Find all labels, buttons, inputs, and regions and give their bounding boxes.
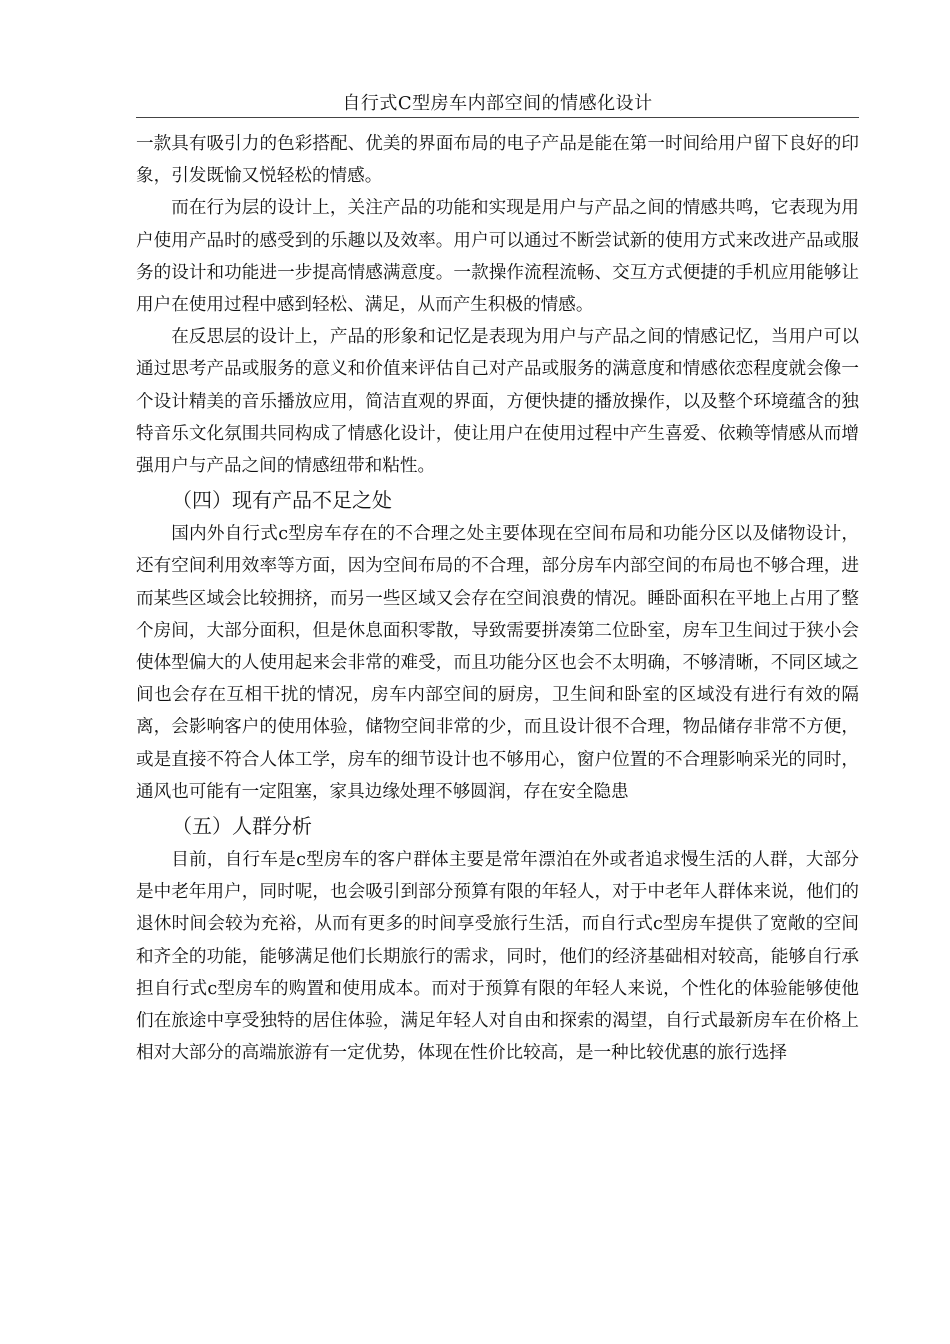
paragraph: 目前，自行车是c型房车的客户群体主要是常年漂泊在外或者追求慢生活的人群，大部分是中老年用户，同时呢，也会吸引到部分预算有限的年轻人，对于中老年人群体来说，他们的退休时间会较为充裕，从而有更多的时间享受旅行生活，而自行式c型房车提供了宽敞的空间和齐全的功能，能够满足他们长期旅行的需求，同时，他们的经济基础相对较高，能够自行承担自行式c型房车的购置和使用成本。而对于预算有限的年轻人来说，个性化的体验能够使他们在旅途中享受独特的居住体验，满足年轻人对自由和探索的渴望，自行式最新房车在价格上相对大部分的高端旅游有一定优势，体现在性价比较高，是一种比较优惠的旅行选择 [136,850,859,1064]
paragraph: 在反思层的设计上，产品的形象和记忆是表现为用户与产品之间的情感记忆，当用户可以通过思考产品或服务的意义和价值来评估自己对产品或服务的满意度和情感依恋程度就会像一个设计精美的音乐播放应用，简洁直观的界面，方便快捷的播放操作，以及整个环境蕴含的独特音乐文化氛围共同构成了情感化设计，使让用户在使用过程中产生喜爱、依赖等情感从而增强用户与产品之间的情感纽带和粘性。 [136,327,859,477]
paragraph: 国内外自行式c型房车存在的不合理之处主要体现在空间布局和功能分区以及储物设计，还有空间利用效率等方面，因为空间布局的不合理，部分房车内部空间的布局也不够合理，进而某些区域会比较拥挤，而另一些区域又会存在空间浪费的情况。睡卧面积在平地上占用了整个房间，大部分面积，但是休息面积零散，导致需要拼凑第二位卧室，房车卫生间过于狭小会使体型偏大的人使用起来会非常的难受，而且功能分区也会不太明确，不够清晰，不同区域之间也会存在互相干扰的情况，房车内部空间的厨房，卫生间和卧室的区域没有进行有效的隔离，会影响客户的使用体验，储物空间非常的少，而且设计很不合理，物品储存非常不方便，或是直接不符合人体工学，房车的细节设计也不够用心，窗户位置的不合理影响采光的同时，通风也可能有一定阻塞，家具边缘处理不够圆润，存在安全隐患 [136,524,859,802]
body-text [136,128,859,1069]
section-heading: （五）人群分析 [172,814,312,839]
running-header: 自行式C型房车内部空间的情感化设计 [342,93,653,114]
header-rule [136,117,859,118]
paragraph: 一款具有吸引力的色彩搭配、优美的界面布局的电子产品是能在第一时间给用户留下良好的印象，引发既愉又悦轻松的情感。 [136,134,859,187]
section-heading: （四）现有产品不足之处 [172,488,392,513]
paragraph: 而在行为层的设计上，关注产品的功能和实现是用户与产品之间的情感共鸣，它表现为用户使用产品时的感受到的乐趣以及效率。用户可以通过不断尝试新的使用方式来改进产品或服务的设计和功能进一步提高情感满意度。一款操作流程流畅、交互方式便捷的手机应用能够让用户在使用过程中感到轻松、满足，从而产生积极的情感。 [136,198,859,316]
